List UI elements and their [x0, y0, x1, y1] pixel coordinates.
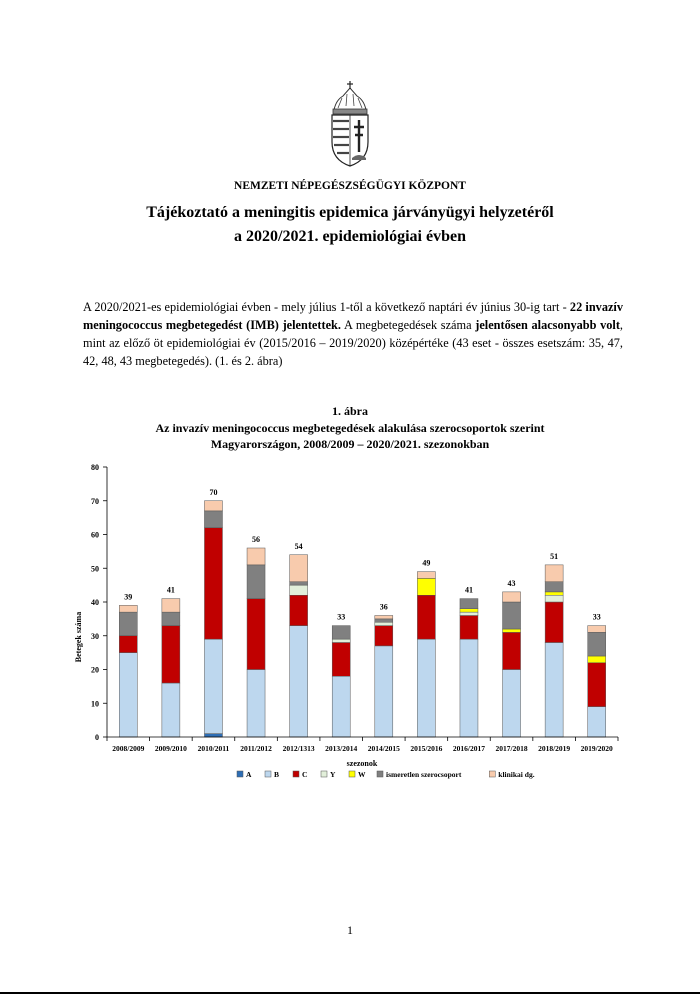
bar-segment-5 — [119, 612, 137, 636]
x-tick-label: 2010/2011 — [197, 744, 230, 753]
bar-segment-5 — [290, 582, 308, 585]
intro-text-3: , mint az előző öt epidemiológiai év (2015/2016 – 2019/2020) középértéke (43 eset - összes esetszám: 35, 47, 42, 48, 43 megbetegedés). (1. és 2. ábra) — [83, 318, 623, 368]
bar-segment-6 — [204, 501, 222, 511]
bar-segment-3 — [332, 639, 350, 642]
document-title-line-1: Tájékoztató a meningitis epidemica járványügyi helyzetéről — [146, 204, 554, 221]
bar-total-label: 51 — [550, 551, 559, 561]
bar-total-label: 41 — [464, 585, 473, 595]
x-tick-label: 2012/1313 — [282, 744, 315, 753]
bar-segment-2 — [375, 626, 393, 646]
bar-segment-1 — [375, 646, 393, 737]
x-tick-label: 2009/2010 — [154, 744, 187, 753]
x-tick-label: 2008/2009 — [112, 744, 145, 753]
bar-segment-2 — [119, 636, 137, 653]
page-bottom-rule — [0, 992, 700, 994]
x-tick-label: 2017/2018 — [495, 744, 528, 753]
legend-label: ismeretlen szerocsoport — [386, 770, 462, 779]
legend-swatch-6 — [489, 771, 495, 777]
bar-segment-6 — [162, 599, 180, 613]
intro-bold-1: 22 invazív meningococcus megbetegedést (IMB) jelentettek. — [83, 300, 623, 332]
page-number: 1 — [347, 923, 353, 937]
x-tick-label: 2019/2020 — [580, 744, 613, 753]
x-tick-label: 2013/2014 — [325, 744, 358, 753]
bar-total-label: 33 — [592, 612, 601, 622]
intro-paragraph — [83, 298, 623, 370]
legend-label: C — [302, 770, 308, 779]
bar-segment-2 — [204, 528, 222, 639]
bar-total-label: 43 — [507, 578, 516, 588]
x-tick-label: 2016/2017 — [452, 744, 486, 753]
chart-bars — [119, 501, 605, 737]
bar-segment-6 — [588, 626, 606, 633]
bar-segment-3 — [545, 595, 563, 602]
legend-label: W — [358, 770, 366, 779]
bar-segment-2 — [162, 626, 180, 683]
bar-segment-6 — [247, 548, 265, 565]
bar-segment-1 — [119, 653, 137, 737]
y-axis-label: Betegek száma — [74, 611, 83, 663]
bar-segment-4 — [545, 592, 563, 595]
bar-segment-2 — [290, 595, 308, 625]
bar-segment-2 — [588, 663, 606, 707]
legend-label: B — [274, 770, 280, 779]
stacked-bar-chart — [60, 455, 640, 795]
bar-segment-5 — [588, 632, 606, 656]
bar-total-label: 56 — [252, 535, 261, 544]
bar-segment-1 — [503, 670, 521, 738]
legend-swatch-0 — [237, 771, 243, 777]
chart-legend — [237, 770, 535, 779]
legend-swatch-5 — [377, 771, 383, 777]
bar-segment-6 — [119, 605, 137, 612]
bar-segment-1 — [247, 670, 265, 738]
bar-segment-6 — [375, 616, 393, 619]
y-tick-label: 30 — [91, 631, 99, 641]
bar-segment-0 — [204, 734, 222, 737]
legend-label: klinikai dg. — [498, 770, 535, 779]
legend-label: A — [246, 770, 252, 779]
bar-total-label: 54 — [294, 541, 303, 551]
bar-segment-1 — [588, 707, 606, 737]
bar-segment-5 — [247, 565, 265, 599]
bar-segment-5 — [162, 612, 180, 626]
bar-segment-1 — [545, 643, 563, 738]
legend-swatch-2 — [293, 771, 299, 777]
bar-total-label: 49 — [422, 558, 431, 568]
bar-segment-2 — [247, 599, 265, 670]
figure-number: 1. ábra — [332, 404, 368, 418]
bar-segment-4 — [588, 656, 606, 663]
y-tick-label: 70 — [91, 496, 99, 506]
bar-segment-2 — [545, 602, 563, 643]
y-tick-label: 20 — [91, 665, 99, 675]
bar-segment-1 — [290, 626, 308, 737]
x-tick-label: 2011/2012 — [240, 744, 272, 753]
bar-segment-6 — [417, 572, 435, 579]
y-tick-label: 40 — [91, 598, 99, 607]
bar-segment-2 — [503, 632, 521, 669]
bar-segment-5 — [204, 511, 222, 528]
bar-segment-2 — [417, 595, 435, 639]
figure-title-line-2: Magyarországon, 2008/2009 – 2020/2021. szezonokban — [210, 437, 490, 451]
bar-total-label: 41 — [166, 585, 175, 595]
y-tick-label: 60 — [91, 530, 99, 540]
bar-segment-5 — [332, 626, 350, 640]
bar-segment-6 — [545, 565, 563, 582]
y-axis — [91, 463, 107, 742]
bar-segment-1 — [332, 676, 350, 737]
bar-total-label: 70 — [209, 487, 218, 497]
bar-segment-5 — [460, 599, 478, 609]
figure-title-line-1: Az invazív meningococcus megbetegedések alakulása szerocsoportok szerint — [155, 421, 545, 435]
bar-segment-3 — [290, 585, 308, 595]
y-tick-label: 10 — [91, 699, 99, 709]
legend-label: Y — [330, 770, 336, 779]
bar-segment-1 — [460, 639, 478, 737]
y-tick-label: 50 — [91, 564, 99, 574]
bar-segment-4 — [503, 629, 521, 632]
intro-text-1: A 2020/2021-es epidemiológiai évben - mely július 1-től a következő naptári év június 30-ig tart - — [83, 300, 570, 314]
y-tick-label: 80 — [91, 463, 99, 472]
x-tick-label: 2015/2016 — [410, 744, 443, 753]
bar-segment-4 — [417, 578, 435, 595]
chart-total-labels — [124, 488, 600, 622]
bar-total-label: 36 — [379, 602, 388, 612]
bar-segment-2 — [460, 616, 478, 640]
document-title-line-2: a 2020/2021. epidemiológiai évben — [234, 228, 466, 245]
bar-segment-1 — [417, 639, 435, 737]
bar-segment-1 — [204, 639, 222, 734]
y-tick-label: 0 — [95, 733, 99, 742]
organization-name: NEMZETI NÉPEGÉSZSÉGÜGYI KÖZPONT — [234, 180, 466, 192]
bar-segment-5 — [503, 602, 521, 629]
bar-segment-1 — [162, 683, 180, 737]
x-tick-label: 2018/2019 — [538, 744, 571, 753]
coat-of-arms-logo — [326, 80, 374, 168]
bar-segment-6 — [290, 555, 308, 582]
bar-segment-3 — [375, 622, 393, 625]
intro-text-2: A megbetegedések száma — [340, 318, 476, 332]
legend-swatch-1 — [265, 771, 271, 777]
x-axis-label: szezonok — [346, 759, 378, 768]
intro-bold-2: jelentősen alacsonyabb volt — [475, 318, 620, 332]
x-axis — [107, 737, 618, 753]
bar-total-label: 33 — [337, 612, 346, 622]
bar-segment-6 — [503, 592, 521, 602]
legend-swatch-4 — [349, 771, 355, 777]
bar-segment-5 — [545, 582, 563, 592]
bar-total-label: 39 — [124, 592, 133, 602]
bar-segment-2 — [332, 643, 350, 677]
bar-segment-5 — [375, 619, 393, 622]
bar-segment-3 — [460, 612, 478, 615]
x-tick-label: 2014/2015 — [367, 744, 400, 753]
legend-swatch-3 — [321, 771, 327, 777]
bar-segment-4 — [460, 609, 478, 612]
